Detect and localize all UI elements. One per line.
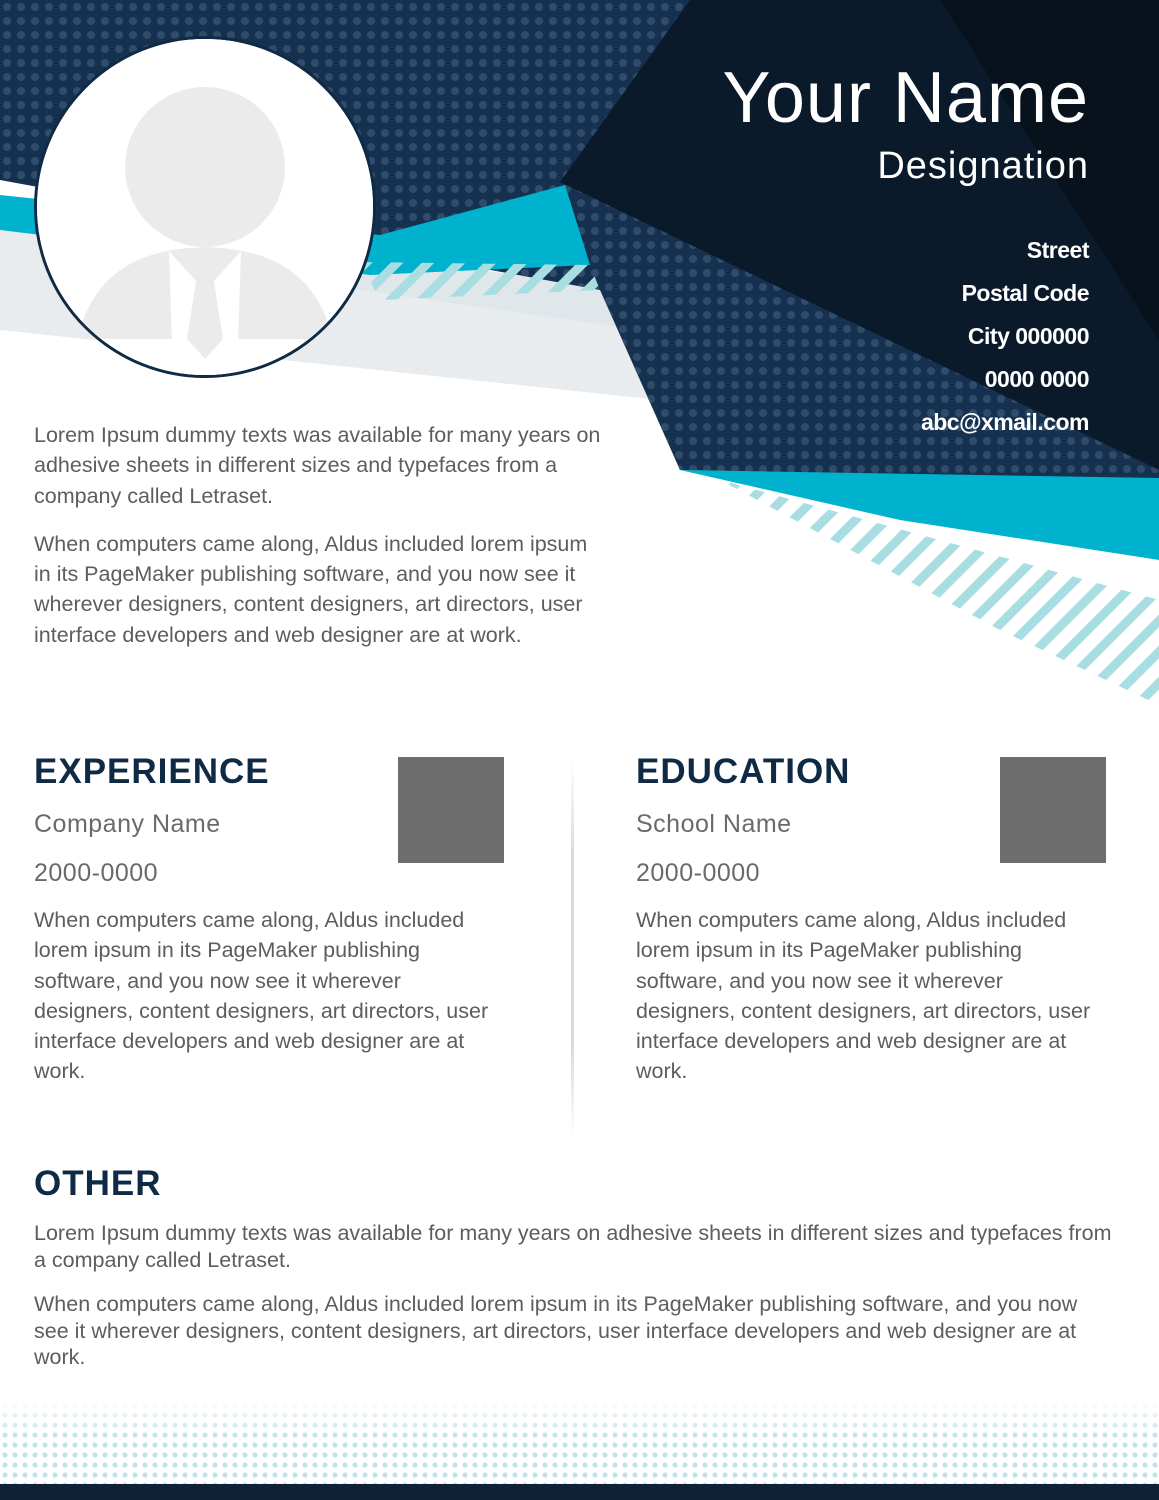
contact-city: City 000000 — [967, 323, 1089, 349]
contact-phone: 0000 0000 — [984, 366, 1089, 392]
experience-title: EXPERIENCE — [34, 752, 270, 791]
other-title: OTHER — [34, 1164, 162, 1203]
contact-details — [921, 230, 1089, 445]
education-years: 2000-0000 — [636, 859, 761, 887]
school-name: School Name — [636, 810, 792, 838]
other-paragraph: Lorem Ipsum dummy texts was available for many years on adhesive sheets in different sizes and typefaces from a company called Letraset. — [34, 1221, 1112, 1272]
school-logo-placeholder — [1000, 757, 1106, 863]
education-description: When computers came along, Aldus included lorem ipsum in its PageMaker publishing software, and you now see it wherever designers, content designers, art directors, user interface developers and web designer are at work. — [636, 908, 1091, 1084]
other-text — [34, 1220, 1114, 1371]
other-section — [34, 1164, 1114, 1389]
candidate-name: Your Name — [722, 58, 1089, 138]
contact-street: Street — [1026, 237, 1089, 263]
intro-paragraph: When computers came along, Aldus included lorem ipsum in its PageMaker publishing software, and you now see it wherever designers, content designers, art directors, user interface developers and web designer are at work. — [34, 531, 588, 647]
education-title: EDUCATION — [636, 752, 851, 791]
experience-description: When computers came along, Aldus included lorem ipsum in its PageMaker publishing software, and you now see it wherever designers, content designers, art directors, user interface developers and web designer are at work. — [34, 908, 489, 1084]
footer-bar — [0, 1484, 1159, 1500]
contact-email[interactable]: abc@xmail.com — [920, 409, 1089, 435]
company-logo-placeholder — [398, 757, 504, 863]
intro-paragraph: Lorem Ipsum dummy texts was available for many years on adhesive sheets in different sizes and typefaces from a company called Letraset. — [34, 423, 601, 508]
experience-years: 2000-0000 — [34, 859, 159, 887]
other-paragraph: When computers came along, Aldus included lorem ipsum in its PageMaker publishing software, and you now see it wherever designers, content designers, art directors, user interface developers and web designer are at work. — [34, 1292, 1078, 1369]
intro-summary — [34, 420, 604, 668]
contact-postal-code: Postal Code — [961, 280, 1089, 306]
company-name: Company Name — [34, 810, 221, 838]
candidate-designation: Designation — [877, 145, 1089, 187]
column-divider — [571, 760, 574, 1140]
user-avatar-icon — [37, 39, 373, 375]
profile-photo — [34, 36, 376, 378]
